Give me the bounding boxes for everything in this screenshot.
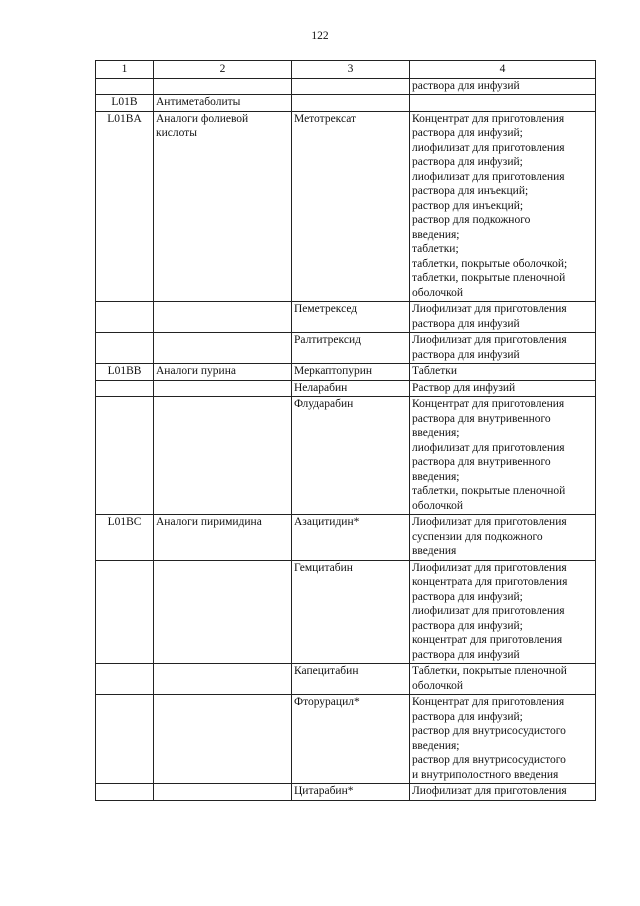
drug-name-line: Ралтитрексид xyxy=(294,334,361,346)
group-name-cell xyxy=(154,695,292,784)
drug-name-line: Цитарабин* xyxy=(294,785,354,797)
table-row xyxy=(96,695,596,784)
dosage-form-line: Концентрат для приготовления xyxy=(412,112,565,125)
atc-code-cell: L01BB xyxy=(96,364,154,381)
dosage-form-line: раствора для инфузий xyxy=(412,648,520,661)
group-name-line: Аналоги пиримидина xyxy=(156,516,262,528)
dosage-form-line: введения xyxy=(412,545,457,557)
dosage-form-line: Лиофилизат для приготовления xyxy=(412,516,567,528)
dosage-form-line: Лиофилизат для приготовления xyxy=(412,303,567,315)
atc-code-cell xyxy=(96,784,154,801)
dosage-form-line: раствора для внутривенного xyxy=(412,412,551,425)
dosage-form-line: введения; xyxy=(412,228,460,241)
drug-name-line: Меркаптопурин xyxy=(294,365,373,377)
atc-code-cell: L01B xyxy=(96,95,154,112)
atc-code-cell xyxy=(96,302,154,333)
atc-code-cell xyxy=(96,695,154,784)
group-name-cell xyxy=(154,397,292,515)
dosage-form-line: раствор для инъекций; xyxy=(412,199,524,212)
column-header-2: 2 xyxy=(154,61,292,79)
dosage-form-line: раствор для внутрисосудистого xyxy=(412,754,566,766)
dosage-form-line: раствора для инфузий xyxy=(412,348,520,361)
dosage-form-line: лиофилизат для приготовления xyxy=(412,441,565,454)
atc-code-cell: L01BA xyxy=(96,111,154,302)
dosage-form-line: концентрат для приготовления xyxy=(412,634,563,646)
table-row xyxy=(96,560,596,664)
dosage-form-line: Лиофилизат для приготовления xyxy=(412,334,567,346)
dosage-form-cell xyxy=(410,515,596,561)
drug-name-cell xyxy=(292,364,410,381)
dosage-form-line: Лиофилизат для приготовления xyxy=(412,561,567,574)
drug-name-line: Азацитидин* xyxy=(294,516,360,528)
group-name-cell xyxy=(154,95,292,112)
dosage-form-line: лиофилизат для приготовления xyxy=(412,170,565,183)
table-row xyxy=(96,364,596,381)
dosage-form-line: раствора для инфузий; xyxy=(412,127,523,139)
group-name-cell xyxy=(154,380,292,397)
drug-table xyxy=(95,60,596,801)
dosage-form-cell xyxy=(410,784,596,801)
dosage-form-line: таблетки, покрытые пленочной xyxy=(412,485,566,497)
drug-name-cell xyxy=(292,784,410,801)
group-name-cell xyxy=(154,302,292,333)
group-name-cell xyxy=(154,364,292,381)
drug-name-line: Пеметрексед xyxy=(294,303,358,315)
dosage-form-line: раствора для инфузий; xyxy=(412,619,523,632)
dosage-form-line: введения; xyxy=(412,427,460,439)
dosage-form-line: раствора для инъекций; xyxy=(412,185,529,197)
dosage-form-line: Таблетки xyxy=(412,365,458,377)
atc-code-cell xyxy=(96,78,154,95)
drug-name-line: Неларабин xyxy=(294,381,348,394)
dosage-form-line: раствора для инфузий xyxy=(412,317,520,330)
group-name-cell xyxy=(154,515,292,561)
group-name-cell xyxy=(154,560,292,664)
dosage-form-line: введения; xyxy=(412,470,460,483)
dosage-form-cell xyxy=(410,333,596,364)
dosage-form-line: таблетки, покрытые оболочкой; xyxy=(412,257,568,270)
group-name-cell xyxy=(154,78,292,95)
dosage-form-line: раствора для инфузий xyxy=(412,79,520,92)
drug-name-cell xyxy=(292,664,410,695)
dosage-form-line: концентрата для приготовления xyxy=(412,576,568,588)
drug-name-cell xyxy=(292,695,410,784)
dosage-form-cell xyxy=(410,111,596,302)
group-name-cell xyxy=(154,333,292,364)
drug-name-cell xyxy=(292,560,410,664)
dosage-form-cell xyxy=(410,95,596,112)
table-row xyxy=(96,78,596,95)
table-row xyxy=(96,380,596,397)
table-row xyxy=(96,784,596,801)
group-name-line: Аналоги фолиевой xyxy=(156,112,249,125)
atc-code-cell xyxy=(96,397,154,515)
table-row xyxy=(96,333,596,364)
dosage-form-line: Раствор для инфузий xyxy=(412,381,516,394)
group-name-cell xyxy=(154,784,292,801)
group-name-cell xyxy=(154,664,292,695)
drug-name-line: Капецитабин xyxy=(294,665,359,677)
atc-code-cell xyxy=(96,560,154,664)
dosage-form-line: раствора для инфузий; xyxy=(412,156,523,168)
dosage-form-cell xyxy=(410,695,596,784)
dosage-form-line: раствора для инфузий; xyxy=(412,590,523,603)
dosage-form-line: Лиофилизат для приготовления xyxy=(412,785,567,797)
atc-code-cell xyxy=(96,380,154,397)
table-row xyxy=(96,95,596,112)
dosage-form-line: таблетки; xyxy=(412,243,459,255)
drug-name-cell xyxy=(292,78,410,95)
column-header-4: 4 xyxy=(410,61,596,79)
drug-name-cell xyxy=(292,333,410,364)
group-name-line: Аналоги пурина xyxy=(156,365,236,377)
dosage-form-cell xyxy=(410,560,596,664)
table-row xyxy=(96,664,596,695)
table-body xyxy=(96,78,596,800)
dosage-form-line: Таблетки, покрытые пленочной xyxy=(412,665,567,677)
dosage-form-line: оболочкой xyxy=(412,286,464,299)
table-row xyxy=(96,397,596,515)
column-header-3: 3 xyxy=(292,61,410,79)
group-name-line: Антиметаболиты xyxy=(156,96,241,108)
drug-name-cell xyxy=(292,95,410,112)
dosage-form-line: таблетки, покрытые пленочной xyxy=(412,272,566,284)
dosage-form-line: введения; xyxy=(412,739,460,752)
table-row xyxy=(96,111,596,302)
dosage-form-cell xyxy=(410,364,596,381)
column-header-1: 1 xyxy=(96,61,154,79)
atc-code-cell xyxy=(96,333,154,364)
dosage-form-line: раствора для инфузий; xyxy=(412,710,523,723)
dosage-form-line: раствор для внутрисосудистого xyxy=(412,725,566,737)
table-row xyxy=(96,302,596,333)
drug-name-line: Метотрексат xyxy=(294,112,357,125)
drug-name-cell xyxy=(292,397,410,515)
dosage-form-line: раствора для внутривенного xyxy=(412,456,551,468)
drug-name-cell xyxy=(292,380,410,397)
header-row xyxy=(96,61,596,79)
atc-code-cell: L01BC xyxy=(96,515,154,561)
dosage-form-cell xyxy=(410,397,596,515)
group-name-line: кислоты xyxy=(156,127,197,139)
dosage-form-cell xyxy=(410,302,596,333)
dosage-form-cell xyxy=(410,78,596,95)
dosage-form-line: суспензии для подкожного xyxy=(412,530,543,543)
drug-name-cell xyxy=(292,302,410,333)
drug-name-line: Фторурацил* xyxy=(294,696,360,708)
group-name-cell xyxy=(154,111,292,302)
dosage-form-line: Концентрат для приготовления xyxy=(412,398,565,410)
dosage-form-line: лиофилизат для приготовления xyxy=(412,605,565,617)
page-number: 122 xyxy=(311,30,329,42)
drug-name-line: Флударабин xyxy=(294,398,354,410)
drug-name-cell xyxy=(292,111,410,302)
dosage-form-line: лиофилизат для приготовления xyxy=(412,141,565,154)
drug-name-line: Гемцитабин xyxy=(294,561,353,574)
drug-name-cell xyxy=(292,515,410,561)
dosage-form-line: и внутриполостного введения xyxy=(412,768,559,781)
dosage-form-cell xyxy=(410,380,596,397)
dosage-form-line: оболочкой xyxy=(412,679,464,692)
dosage-form-line: раствор для подкожного xyxy=(412,214,531,226)
dosage-form-line: Концентрат для приготовления xyxy=(412,696,565,708)
atc-code-cell xyxy=(96,664,154,695)
table-row xyxy=(96,515,596,561)
dosage-form-cell xyxy=(410,664,596,695)
dosage-form-line: оболочкой xyxy=(412,499,464,512)
